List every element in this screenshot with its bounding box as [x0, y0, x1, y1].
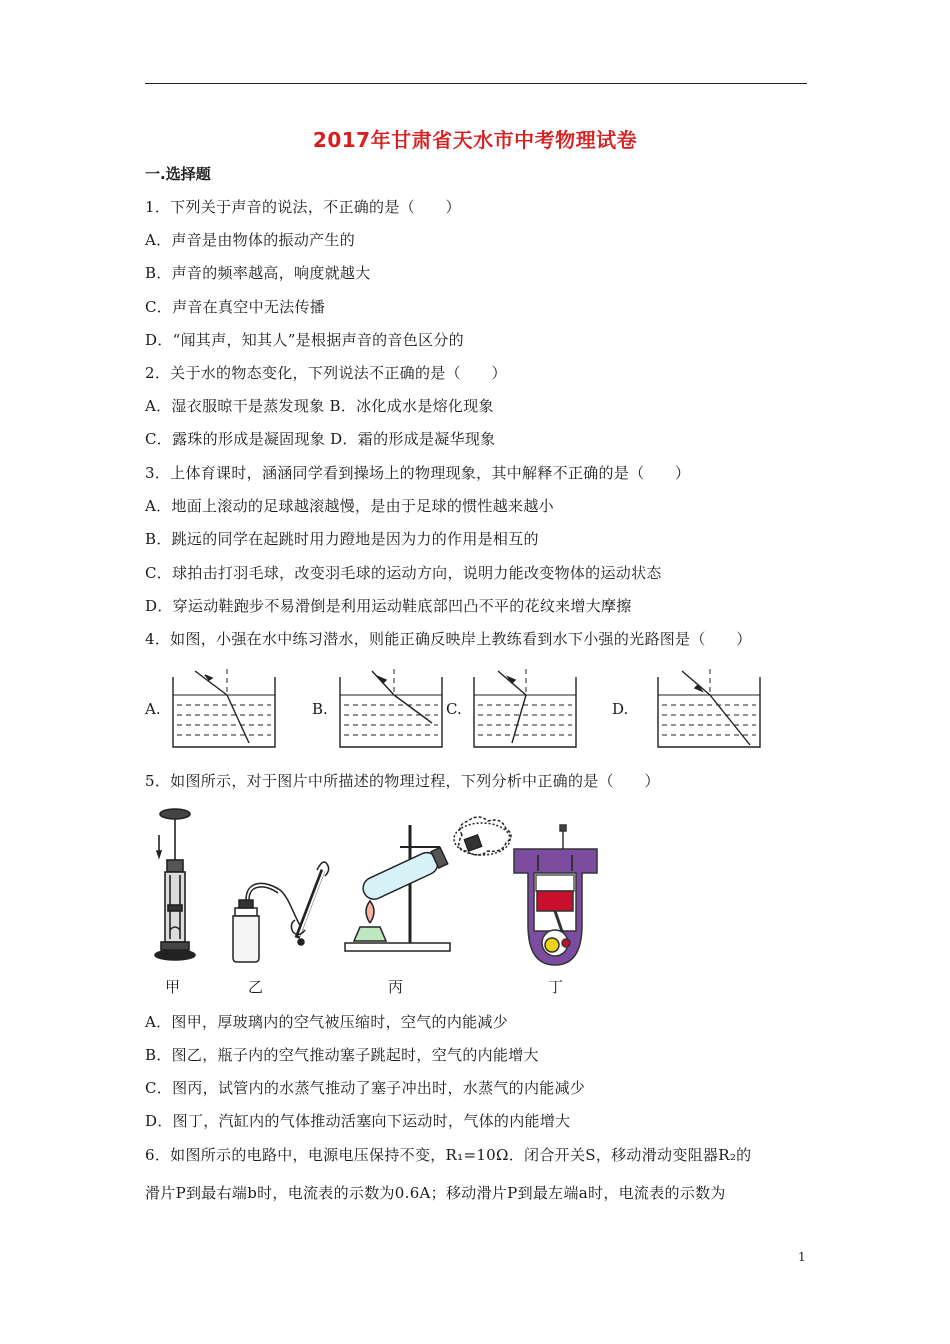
fig-label-yi: 乙 — [248, 978, 264, 996]
q3-option-a: A．地面上滚动的足球越滚越慢，是由于足球的惯性越来越小 — [145, 497, 554, 515]
q5-option-a: A．图甲，厚玻璃内的空气被压缩时，空气的内能减少 — [145, 1013, 509, 1031]
page-number: 1 — [798, 1250, 806, 1264]
q4-diagram-c — [466, 665, 584, 750]
q4-diagram-b — [332, 665, 450, 750]
q5-option-c: C．图丙，试管内的水蒸气推动了塞子冲出时，水蒸气的内能减少 — [145, 1079, 586, 1097]
q1-option-c: C．声音在真空中无法传播 — [145, 298, 326, 316]
air-compression-apparatus — [150, 805, 200, 965]
q6-line-1: 6．如图所示的电路中，电源电压保持不变，R₁=10Ω．闭合开关S，移动滑动变阻器R₂的 — [145, 1146, 752, 1164]
fig-label-jia: 甲 — [165, 978, 181, 996]
q4-label-d: D. — [612, 700, 629, 718]
q4-label-c: C. — [446, 700, 462, 718]
q5-option-b: B．图乙，瓶子内的空气推动塞子跳起时，空气的内能增大 — [145, 1046, 539, 1064]
q3-option-b: B．跳远的同学在起跳时用力蹬地是因为力的作用是相互的 — [145, 530, 539, 548]
q1-option-a: A．声音是由物体的振动产生的 — [145, 231, 356, 249]
q4-diagram-a — [165, 665, 283, 750]
q3-option-c: C．球拍击打羽毛球，改变羽毛球的运动方向，说明力能改变物体的运动状态 — [145, 564, 662, 582]
section-heading: 一.选择题 — [145, 165, 211, 183]
fig-label-bing: 丙 — [388, 978, 404, 996]
q2-options-ab: A．湿衣服晾干是蒸发现象 B．冰化成水是熔化现象 — [145, 397, 494, 415]
page-title: 2017年甘肃省天水市中考物理试卷 — [312, 128, 638, 152]
bottle-pump-apparatus — [225, 850, 335, 965]
q2-options-cd: C．露珠的形成是凝固现象 D．霜的形成是凝华现象 — [145, 430, 496, 448]
q4-stem: 4．如图，小强在水中练习潜水，则能正确反映岸上教练看到水下小强的光路图是（ ） — [145, 630, 752, 648]
q4-label-a: A. — [145, 700, 161, 718]
q1-option-b: B．声音的频率越高，响度就越大 — [145, 264, 371, 282]
header-rule — [145, 83, 807, 84]
q5-stem: 5．如图所示，对于图片中所描述的物理过程，下列分析中正确的是（ ） — [145, 772, 660, 790]
q6-line-2: 滑片P到最右端b时，电流表的示数为0.6A；移动滑片P到最左端a时，电流表的示数为 — [145, 1184, 726, 1202]
engine-cylinder-diagram — [508, 825, 603, 970]
q1-stem: 1．下列关于声音的说法，不正确的是（ ） — [145, 198, 461, 216]
q4-diagram-d — [650, 665, 768, 750]
q4-label-b: B. — [312, 700, 328, 718]
q3-option-d: D．穿运动鞋跑步不易滑倒是利用运动鞋底部凹凸不平的花纹来增大摩擦 — [145, 597, 632, 615]
q3-stem: 3．上体育课时，涵涵同学看到操场上的物理现象，其中解释不正确的是（ ） — [145, 464, 691, 482]
q5-option-d: D．图丁，汽缸内的气体推动活塞向下运动时，气体的内能增大 — [145, 1112, 571, 1130]
q1-option-d: D．“闻其声，知其人”是根据声音的音色区分的 — [145, 331, 464, 349]
q2-stem: 2．关于水的物态变化，下列说法不正确的是（ ） — [145, 364, 507, 382]
fig-label-ding: 丁 — [548, 978, 564, 996]
test-tube-apparatus — [340, 815, 515, 960]
